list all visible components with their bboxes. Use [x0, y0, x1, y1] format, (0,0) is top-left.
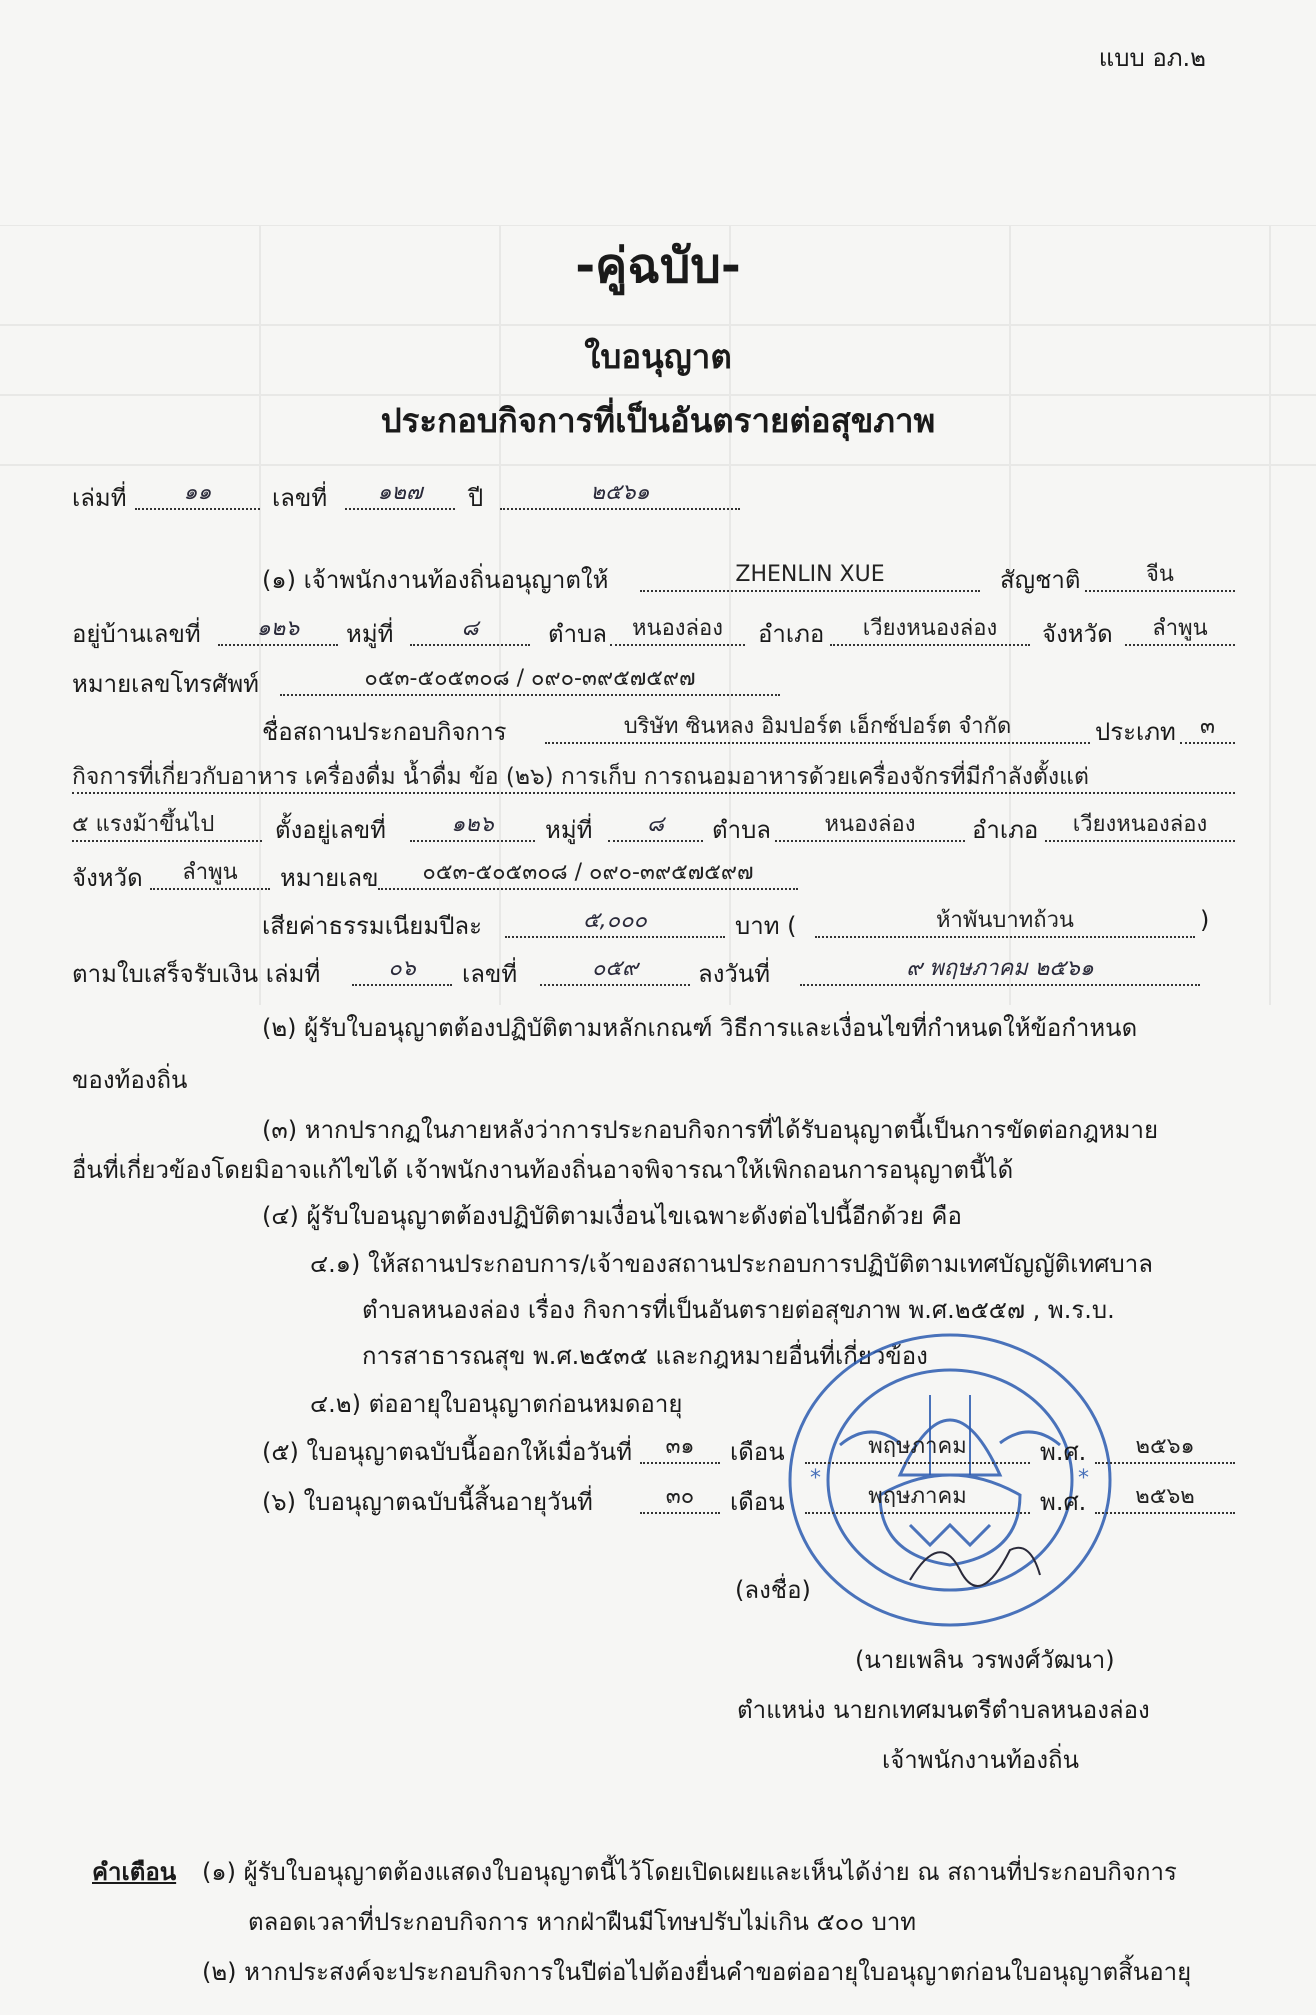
fee-label: เสียค่าธรรมเนียมปีละ — [262, 912, 483, 940]
issue-year: ๒๕๖๑ — [1095, 1434, 1235, 1464]
condition-4-1-line1: ๔.๑) ให้สถานประกอบการ/เจ้าของสถานประกอบการปฏิบัติตามเทศบัญญัติเทศบาล — [310, 1250, 1153, 1278]
moo-label: หมู่ที่ — [346, 620, 394, 648]
license-year: ๒๕๖๑ — [500, 480, 740, 510]
section3-line1: (๓) หากปรากฏในภายหลังว่าการประกอบกิจการที่ได้รับอนุญาตนี้เป็นการขัดต่อกฎหมาย — [262, 1116, 1159, 1144]
receipt-number: ๐๕๙ — [540, 956, 690, 986]
amphoe: เวียงหนองล่อง — [830, 616, 1030, 646]
province: ลำพูน — [1125, 616, 1235, 646]
issue-day: ๓๑ — [640, 1434, 720, 1464]
year-label: ปี — [468, 484, 484, 512]
s1-intro: (๑) เจ้าพนักงานท้องถิ่นอนุญาตให้ — [262, 566, 609, 594]
issue-be-label: พ.ศ. — [1040, 1438, 1087, 1466]
expiry-day: ๓๐ — [640, 1484, 720, 1514]
nationality: จีน — [1085, 562, 1235, 592]
house-number: ๑๒๖ — [218, 616, 338, 646]
location-tambon-label: ตำบล — [712, 816, 772, 844]
signatory-role: เจ้าพนักงานท้องถิ่น — [882, 1746, 1079, 1774]
location-moo-label: หมู่ที่ — [545, 816, 593, 844]
expiry-month-label: เดือน — [730, 1488, 785, 1516]
expiry-date-label: (๖) ใบอนุญาตฉบับนี้สิ้นอายุวันที่ — [262, 1488, 593, 1516]
issue-month-label: เดือน — [730, 1438, 785, 1466]
tambon: หนองล่อง — [610, 616, 745, 646]
receipt-book: ๐๖ — [352, 956, 452, 986]
section2-line2: ของท้องถิ่น — [72, 1066, 188, 1094]
issue-date-label: (๕) ใบอนุญาตฉบับนี้ออกให้เมื่อวันที่ — [262, 1438, 633, 1466]
located-label: ตั้งอยู่เลขที่ — [275, 816, 386, 844]
province-label: จังหวัด — [1042, 620, 1113, 648]
document-subtitle-type: ประกอบกิจการที่เป็นอันตรายต่อสุขภาพ — [380, 401, 936, 440]
location-amphoe-label: อำเภอ — [972, 816, 1039, 844]
number-label: เลขที่ — [272, 484, 328, 512]
tambon-label: ตำบล — [548, 620, 608, 648]
signatory-name: (นายเพลิน วรพงศ์วัฒนา) — [855, 1646, 1115, 1674]
location-number-label: หมายเลข — [280, 864, 379, 892]
condition-4-2: ๔.๒) ต่ออายุใบอนุญาตก่อนหมดอายุ — [310, 1390, 683, 1418]
moo: ๘ — [410, 616, 530, 646]
warning-2-line1: (๒) หากประสงค์จะประกอบกิจการในปีต่อไปต้องยื่นคำขอต่ออายุใบอนุญาตก่อนใบอนุญาตสิ้นอายุ — [202, 1958, 1192, 1986]
condition-4-1-line2: ตำบลหนองล่อง เรื่อง กิจการที่เป็นอันตรายต่อสุขภาพ พ.ศ.๒๕๕๗ , พ.ร.บ. — [362, 1296, 1115, 1324]
issue-month: พฤษภาคม — [805, 1434, 1030, 1464]
fee-in-words: ห้าพันบาทถ้วน — [815, 908, 1195, 938]
type-number: ๓ — [1180, 714, 1235, 744]
phone-number: ๐๕๓-๕๐๕๓๐๘ / ๐๙๐-๓๙๕๗๕๙๗ — [280, 666, 780, 696]
expiry-be-label: พ.ศ. — [1040, 1488, 1087, 1516]
nationality-label: สัญชาติ — [1000, 566, 1081, 594]
svg-text:*: * — [810, 1466, 821, 1491]
expiry-year: ๒๕๖๒ — [1095, 1484, 1235, 1514]
svg-text:*: * — [1078, 1466, 1089, 1491]
fee-close-paren: ) — [1200, 906, 1210, 934]
section2-line1: (๒) ผู้รับใบอนุญาตต้องปฏิบัติตามหลักเกณฑ์ วิธีการและเงื่อนไขที่กำหนดให้ข้อกำหนด — [262, 1014, 1138, 1042]
receipt-no-label: เลขที่ — [462, 960, 518, 988]
phone-label: หมายเลขโทรศัพท์ — [72, 670, 259, 698]
location-house-number: ๑๒๖ — [410, 812, 535, 842]
licensee-name: ZHENLIN XUE — [640, 562, 980, 592]
form-code: แบบ อภ.๒ — [1098, 44, 1206, 72]
document-subtitle-license: ใบอนุญาต — [584, 337, 732, 376]
handwritten-signature — [900, 1520, 1050, 1600]
fee-amount: ๕,๐๐๐ — [505, 908, 725, 938]
location-moo: ๘ — [608, 812, 703, 842]
location-tambon: หนองล่อง — [775, 812, 965, 842]
location-province-label: จังหวัด — [72, 864, 143, 892]
location-phone: ๐๕๓-๕๐๕๓๐๘ / ๐๙๐-๓๙๕๗๕๙๗ — [378, 860, 798, 890]
baht-label: บาท ( — [735, 912, 797, 940]
receipt-label: ตามใบเสร็จรับเงิน เล่มที่ — [72, 960, 321, 988]
sign-label: (ลงชื่อ) — [735, 1576, 811, 1604]
warning-1-line1: (๑) ผู้รับใบอนุญาตต้องแสดงใบอนุญาตนี้ไว้โดยเปิดเผยและเห็นได้ง่าย ณ สถานที่ประกอบกิจการ — [202, 1858, 1177, 1886]
warning-heading: คำเตือน — [92, 1858, 177, 1886]
book-label: เล่มที่ — [72, 484, 127, 512]
location-amphoe: เวียงหนองล่อง — [1045, 812, 1235, 842]
condition-4-1-line3: การสาธารณสุข พ.ศ.๒๕๓๕ และกฎหมายอื่นที่เกี่ยวข้อง — [362, 1342, 928, 1370]
amphoe-label: อำเภอ — [758, 620, 825, 648]
receipt-date-label: ลงวันที่ — [698, 960, 771, 988]
section3-line2: อื่นที่เกี่ยวข้องโดยมิอาจแก้ไขได้ เจ้าพนักงานท้องถิ่นอาจพิจารณาให้เพิกถอนการอนุญาตนี้ได้ — [72, 1156, 1014, 1184]
section4-line1: (๔) ผู้รับใบอนุญาตต้องปฏิบัติตามเงื่อนไขเฉพาะดังต่อไปนี้อีกด้วย คือ — [262, 1202, 962, 1230]
book-number: ๑๑ — [135, 480, 260, 510]
document-title: -คู่ฉบับ- — [575, 238, 741, 294]
house-label: อยู่บ้านเลขที่ — [72, 620, 201, 648]
expiry-month: พฤษภาคม — [805, 1484, 1030, 1514]
business-type-description-cont: ๕ แรงม้าขึ้นไป — [72, 812, 262, 842]
type-label: ประเภท — [1095, 718, 1176, 746]
business-name: บริษัท ซินหลง อิมปอร์ต เอ็กซ์ปอร์ต จำกัด — [545, 714, 1090, 744]
signatory-position: ตำแหน่ง นายกเทศมนตรีตำบลหนองล่อง — [737, 1696, 1150, 1724]
license-number: ๑๒๗ — [345, 480, 455, 510]
warning-1-line2: ตลอดเวลาที่ประกอบกิจการ หากฝ่าฝืนมีโทษปรับไม่เกิน ๕๐๐ บาท — [248, 1908, 917, 1936]
location-province: ลำพูน — [150, 860, 270, 890]
receipt-date: ๙ พฤษภาคม ๒๕๖๑ — [800, 956, 1200, 986]
business-type-description: กิจการที่เกี่ยวกับอาหาร เครื่องดื่ม น้ำดื่ม ข้อ (๒๖) การเก็บ การถนอมอาหารด้วยเครื่องจักรที่มีกำลังตั้งแต่ — [72, 764, 1235, 794]
business-label: ชื่อสถานประกอบกิจการ — [262, 718, 507, 746]
